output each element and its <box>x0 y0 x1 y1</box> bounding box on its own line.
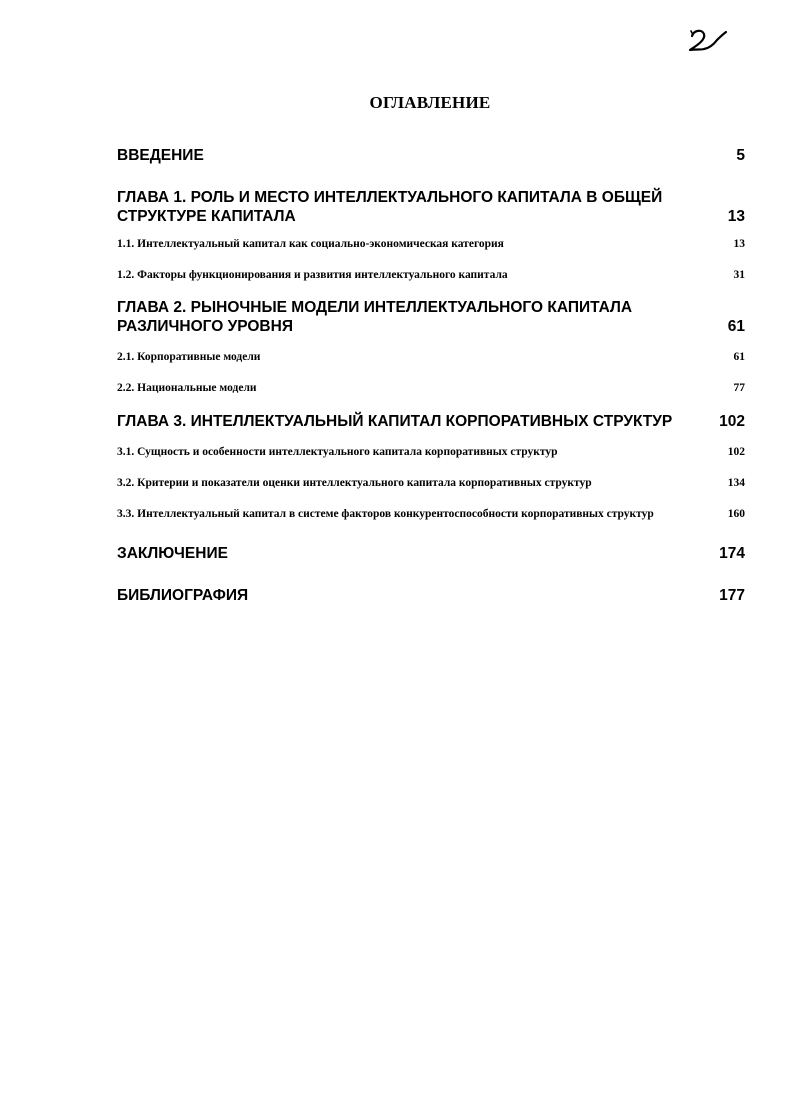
toc-entry-page: 13 <box>727 208 745 225</box>
handwritten-page-number-glyph <box>686 26 732 58</box>
toc-entry-title: БИБЛИОГРАФИЯ <box>117 587 249 604</box>
toc-entry-title: 3.3. Интеллектуальный капитал в системе факторов конкурентоспособности корпоративных структур <box>117 508 654 520</box>
toc-entry-page: 134 <box>727 477 745 489</box>
toc-entry-title: ВВЕДЕНИЕ <box>117 147 204 164</box>
toc-entry-title: 3.2. Критерии и показатели оценки интеллектуального капитала корпоративных структур <box>117 477 592 489</box>
toc-title: ОГЛАВЛЕНИЕ <box>369 93 491 112</box>
toc-entry-page: 61 <box>727 318 745 335</box>
toc-entry-section-3-2[interactable] <box>117 476 745 491</box>
toc-entry-page: 31 <box>733 269 745 281</box>
toc-entry-bibliography[interactable] <box>117 586 745 605</box>
toc-entry-section-3-3[interactable] <box>117 507 745 522</box>
toc-entry-page: 102 <box>727 446 745 458</box>
toc-entry-title: 2.1. Корпоративные модели <box>117 351 261 363</box>
toc-entry-section-3-1[interactable] <box>117 445 745 460</box>
toc-entry-title: 1.1. Интеллектуальный капитал как социально-экономическая категория <box>117 238 504 250</box>
toc-entry-page: 61 <box>733 351 745 363</box>
toc-entry-conclusion[interactable] <box>117 544 745 563</box>
toc-entry-section-1-2[interactable] <box>117 268 745 283</box>
toc-entry-title: ГЛАВА 2. РЫНОЧНЫЕ МОДЕЛИ ИНТЕЛЛЕКТУАЛЬНОГО КАПИТАЛА РАЗЛИЧНОГО УРОВНЯ <box>117 299 633 335</box>
toc-entry-page: 174 <box>719 545 745 562</box>
toc-entry-page: 102 <box>719 413 745 430</box>
toc-entry-page: 5 <box>736 147 745 164</box>
toc-entry-introduction[interactable] <box>117 146 745 165</box>
toc-entry-chapter-1[interactable] <box>117 188 745 226</box>
toc-entry-title: ГЛАВА 1. РОЛЬ И МЕСТО ИНТЕЛЛЕКТУАЛЬНОГО КАПИТАЛА В ОБЩЕЙ СТРУКТУРЕ КАПИТАЛА <box>117 189 663 225</box>
toc-entry-page: 177 <box>719 587 745 604</box>
toc-entry-section-1-1[interactable] <box>117 237 745 252</box>
toc-entry-chapter-3[interactable] <box>117 412 745 431</box>
table-of-contents <box>117 146 745 605</box>
toc-entry-title: 3.1. Сущность и особенности интеллектуального капитала корпоративных структур <box>117 446 558 458</box>
toc-entry-title: ЗАКЛЮЧЕНИЕ <box>117 545 228 562</box>
toc-entry-title: 1.2. Факторы функционирования и развития интеллектуального капитала <box>117 269 508 281</box>
toc-entry-chapter-2[interactable] <box>117 298 745 336</box>
toc-entry-section-2-2[interactable] <box>117 381 745 396</box>
handwritten-page-number <box>686 26 732 58</box>
toc-entry-title: ГЛАВА 3. ИНТЕЛЛЕКТУАЛЬНЫЙ КАПИТАЛ КОРПОРАТИВНЫХ СТРУКТУР <box>117 413 673 430</box>
toc-entry-section-2-1[interactable] <box>117 350 745 365</box>
toc-entry-page: 77 <box>733 382 745 394</box>
toc-entry-title: 2.2. Национальные модели <box>117 382 257 394</box>
toc-entry-page: 160 <box>727 508 745 520</box>
toc-entry-page: 13 <box>733 238 745 250</box>
